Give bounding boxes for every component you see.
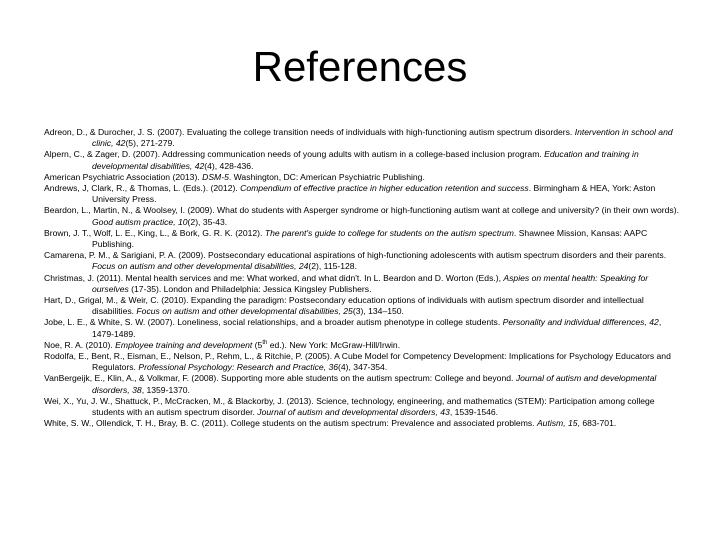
reference-superscript: th: [262, 340, 268, 346]
reference-text: Andrews, J, Clark, R., & Thomas, L. (Eds.). (2012).: [44, 183, 241, 194]
reference-source: Autism, 15: [536, 418, 578, 429]
reference-text: , 1479-1489.: [92, 317, 662, 339]
reference-source: Professional Psychology: Research and Practice, 36: [138, 362, 339, 373]
reference-text: , 683-701.: [577, 418, 617, 429]
reference-text: Brown, J. T., Wolf, L. E., King, L., & Bork, G. R. K. (2012).: [44, 227, 265, 238]
reference-entry: [44, 340, 684, 351]
reference-text: Camarena, P. M., & Sarigiani, P. A. (2009). Postsecondary educational aspirations of high-functioning adolescents with autism spectrum disorders and their parents.: [44, 250, 667, 261]
reference-text: (4), 347-354.: [338, 362, 388, 373]
reference-text: . Washington, DC: American Psychiatric Publishing.: [228, 171, 425, 182]
reference-entry: [44, 351, 684, 373]
reference-text: Adreon, D., & Durocher, J. S. (2007). Evaluating the college transition needs of individuals with high-functioning autism spectrum disorders.: [44, 127, 575, 137]
reference-source: Focus on autism and other developmental disabilities, 25: [136, 306, 353, 317]
reference-text: Rodolfa, E., Bent, R., Eisman, E., Nelson, P., Rehm, L., & Ritchie, P. (2005). A Cube Model for Competency Development: Implications for Psychology Educators and Regulators.: [44, 351, 671, 373]
reference-source: Employee training and development: [115, 339, 253, 350]
reference-text: (2), 115-128.: [308, 261, 357, 272]
reference-source: DSM-5: [202, 171, 229, 182]
slide-title: References: [252, 43, 468, 90]
reference-source: Personality and individual differences, 42: [502, 317, 659, 328]
reference-entry: [44, 418, 684, 429]
reference-entry: [44, 317, 684, 339]
reference-list: [44, 127, 684, 429]
reference-entry: [44, 396, 684, 418]
reference-text: White, S. W., Ollendick, T. H., Bray, B. C. (2011). College students on the autism spectrum: Prevalence and associated problems.: [44, 418, 537, 429]
reference-source: Journal of autism and developmental disorders, 43: [257, 407, 450, 418]
reference-entry: [44, 250, 684, 272]
reference-text: ed.). New York: McGraw-Hill/Irwin.: [267, 339, 401, 350]
reference-source: Compendium of effective practice in higher education retention and success: [240, 183, 529, 194]
reference-text: Alpern, C., & Zager, D. (2007). Addressing communication needs of young adults with autism in a college-based inclusion program.: [44, 149, 545, 160]
reference-text: American Psychiatric Association (2013).: [44, 171, 203, 182]
reference-source: Aspies on mental health: Speaking for ourselves: [92, 272, 649, 294]
reference-text: , 1359-1370.: [141, 384, 190, 395]
reference-entry: [44, 295, 684, 317]
reference-source: The parent's guide to college for students on the autism spectrum: [264, 227, 514, 238]
reference-text: (3), 134–150.: [352, 306, 404, 317]
reference-text: . Birmingham & HEA, York: Aston University Press.: [92, 183, 656, 205]
reference-entry: [44, 228, 684, 250]
reference-entry: [44, 172, 684, 183]
reference-source: Education and training in developmental disabilities, 42: [92, 149, 639, 171]
reference-text: Noe, R. A. (2010).: [44, 339, 116, 350]
reference-entry: [44, 183, 684, 205]
reference-text: VanBergeijk, E., Klin, A., & Volkmar, F. (2008). Supporting more able students on the autism spectrum: College and beyond.: [44, 373, 516, 384]
reference-entry: [44, 127, 684, 149]
reference-text: Wei, X., Yu, J. W., Shattuck, P., McCracken, M., & Blackorby, J. (2013). Science, technology, engineering, and mathematics (STEM): Participation among college students with an autism spectrum disorder.: [44, 395, 655, 418]
reference-entry: [44, 149, 684, 171]
reference-text: Jobe, L. E., & White, S. W. (2007). Loneliness, social relationships, and a broader autism phenotype in college students.: [44, 317, 503, 328]
reference-text: (2), 35-43.: [187, 216, 228, 227]
reference-source: Focus on autism and other developmental disabilities, 24: [92, 261, 309, 272]
reference-text: (5), 271-279.: [125, 138, 175, 149]
reference-text: Beardon, L., Martin, N., & Woolsey, I. (2009). What do students with Asperger syndrome or high-functioning autism want at college and university? (in their own words).: [44, 205, 679, 216]
reference-entry: [44, 373, 684, 395]
reference-text: (4), 428-436.: [204, 160, 254, 171]
reference-text: Hart, D., Grigal, M., & Weir, C. (2010). Expanding the paradigm: Postsecondary education options of individuals with autism spectrum disorder and intellectual disabilities.: [44, 295, 644, 317]
reference-text: Christmas, J. (2011). Mental health services and me: What worked, and what didn't. In L. Beardon and D. Worton (Eds.),: [44, 272, 504, 283]
reference-text: (17-35). London and Philadelphia: Jessica Kingsley Publishers.: [128, 283, 372, 294]
reference-text: . Shawnee Mission, Kansas: AAPC Publishing.: [92, 227, 648, 250]
reference-source: Good autism practice, 10: [92, 216, 188, 227]
reference-source: Journal of autism and developmental disorders, 38: [92, 373, 657, 395]
reference-source: Intervention in school and clinic, 42: [92, 127, 673, 149]
reference-entry: [44, 205, 684, 227]
reference-text: , 1539-1546.: [449, 407, 499, 418]
reference-entry: [44, 273, 684, 295]
reference-text: (5: [252, 339, 263, 350]
